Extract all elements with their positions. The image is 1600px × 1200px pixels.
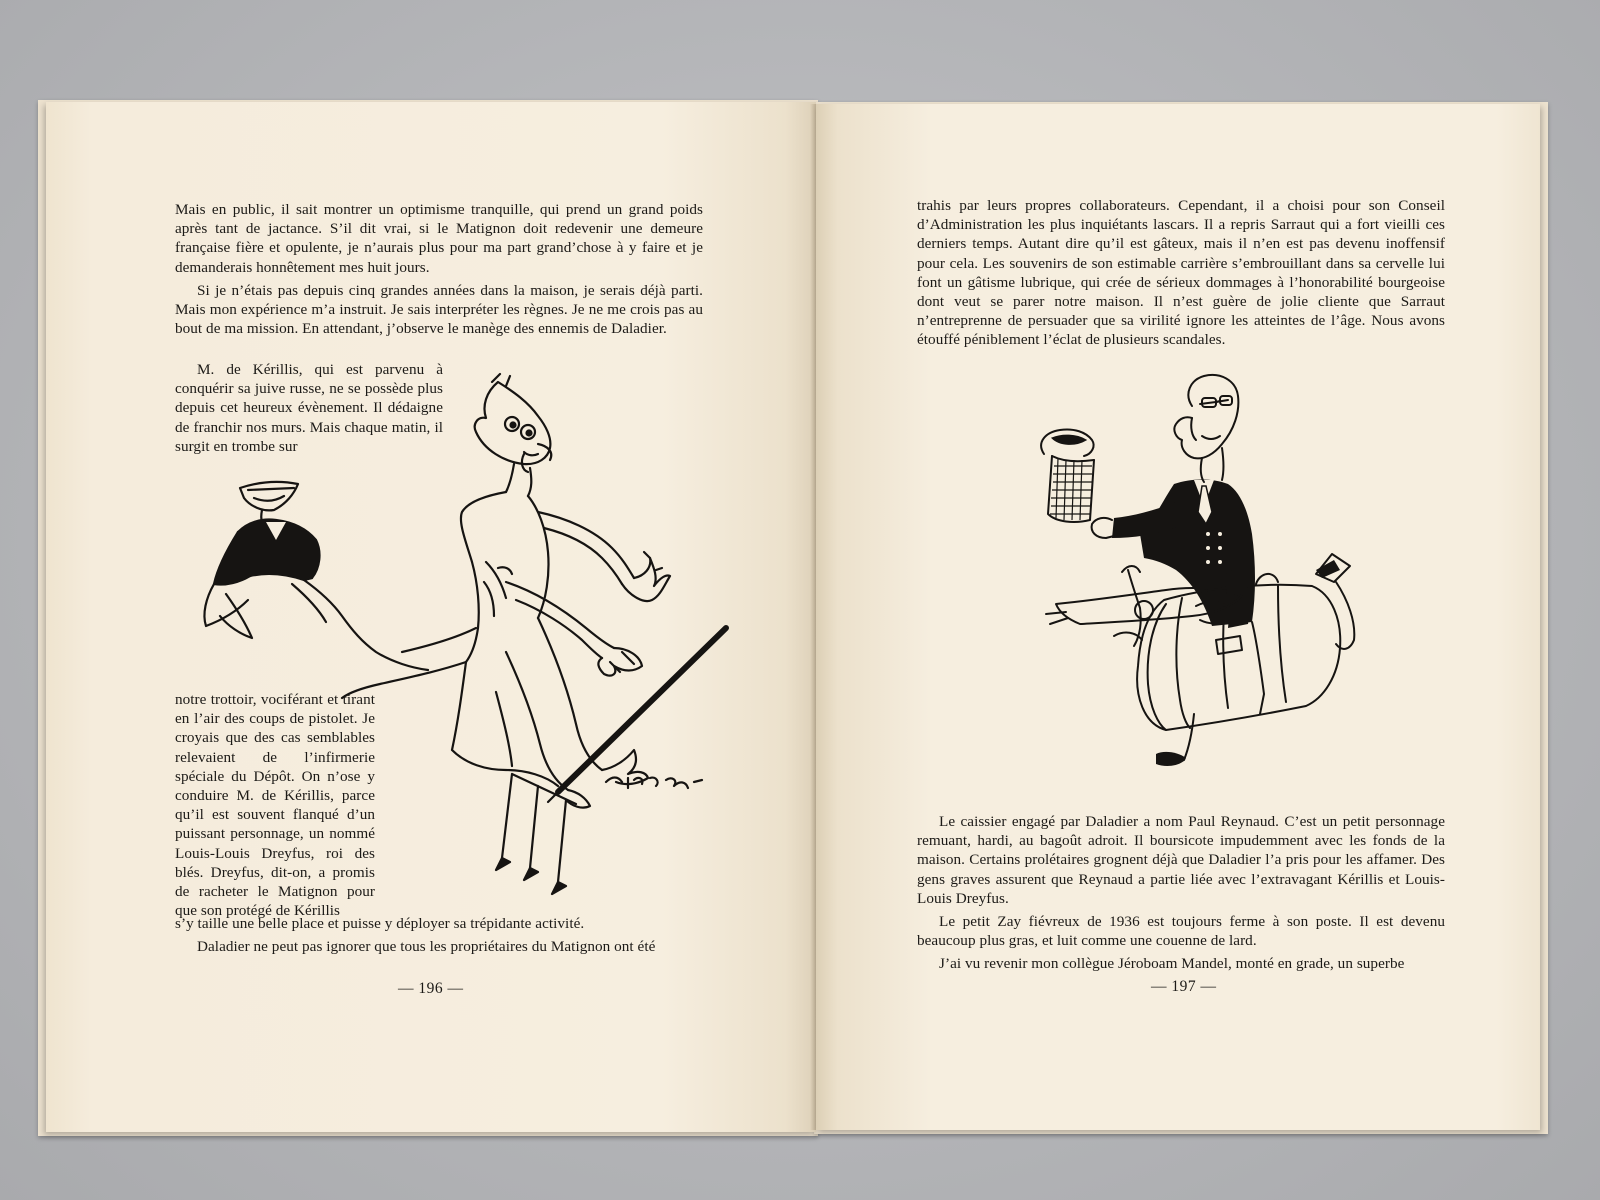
left-illustration bbox=[166, 372, 706, 902]
left-paragraph-2: Si je n’étais pas depuis cinq grandes années dans la maison, je serais déjà parti. Mais mon expérience m’a instruit. Je sais interpréter les règnes. Je ne me crois pas au bout de ma mission. En attendant, j’observe le manège des ennemis de Daladier. bbox=[175, 281, 703, 338]
left-paragraph-1: Mais en public, il sait montrer un optimisme tranquille, qui prend un grand poids après tant de jactance. S’il dit vrai, si le Matignon doit redevenir une demeure française fière et opulente, je n’aurais plus pour ma part grand’chose à y faire et je demanderais honnêtement mes huit jours. bbox=[175, 201, 703, 276]
left-bottom-text bbox=[175, 914, 703, 960]
right-page-number: — 197 — bbox=[1151, 978, 1217, 995]
open-book bbox=[38, 92, 1548, 1142]
left-page-top-text bbox=[175, 200, 703, 342]
right-paragraph-reynaud: Le caissier engagé par Daladier a nom Paul Reynaud. C’est un petit personnage remuant, hardi, au bagoût adroit. Il boursicote impudemment avec les fonds de la maison. Certains prolétaires grognent déjà que Daladier l’a pris pour les affamer. Des gens graves assurent que Reynaud a partie liée avec l’extravagant Kérillis et Louis-Louis Dreyfus. bbox=[917, 813, 1445, 907]
left-paragraph-kerillis: M. de Kérillis, qui est parvenu à conquérir sa juive russe, ne se possède plus depuis cet heureux évènement. Il dédaigne de franchir nos murs. Mais chaque matin, il surgit en trombe sur bbox=[175, 361, 443, 455]
right-page bbox=[816, 104, 1540, 1130]
right-page-bottom-text bbox=[917, 812, 1445, 978]
right-illustration bbox=[1016, 374, 1396, 774]
left-paragraph-trottoir: notre trottoir, vociférant et tirant en l’air des coups de pistolet. Je croyais que des cas semblables relevaient de l’infirmerie spéciale du Dépôt. On n’ose y conduire M. de Kérillis, parce qu’il est souvent flanqué d’un puissant personnage, un nommé Louis-Louis Dreyfus, roi des blés. Dreyfus, dit-on, a promis de racheter le Matignon pour que son protégé de Kérillis bbox=[175, 691, 375, 920]
right-paragraph-mandel: J’ai vu revenir mon collègue Jéroboam Mandel, monté en grade, un superbe bbox=[939, 955, 1405, 973]
right-paragraph-zay: Le petit Zay fiévreux de 1936 est toujours ferme à son poste. Il est devenu beaucoup plus gras, et luit comme une couenne de lard. bbox=[917, 913, 1445, 950]
left-final-paragraph: Daladier ne peut pas ignorer que tous les propriétaires du Matignon ont été bbox=[197, 938, 656, 956]
right-page-top-text bbox=[917, 196, 1445, 354]
left-page-number: — 196 — bbox=[398, 980, 464, 997]
left-closing-line: s’y taille une belle place et puisse y déployer sa trépidante activité. bbox=[175, 915, 585, 932]
left-page bbox=[46, 102, 816, 1132]
right-paragraph-sarraut: trahis par leurs propres collaborateurs. Cependant, il a choisi pour son Conseil d’Administration les plus inquiétants lascars. Il a repris Sarraut qui a fort vieilli ces derniers temps. Autant dire qu’il est gâteux, mais il n’en est pas devenu inoffensif pour cela. Les souvenirs de son estimable carrière s’embrouillant dans sa cervelle lui font un gâtisme lubrique, qui crée de sérieux dommages à l’honorabilité bourgeoise dont veut se parer notre maison. Il n’est guère de jolie cliente que Sarraut n’entreprenne de persuader que sa virilité ignore les atteintes de l’âge. Nous avons étouffé péniblement l’éclat de plusieurs scandales. bbox=[917, 197, 1445, 349]
